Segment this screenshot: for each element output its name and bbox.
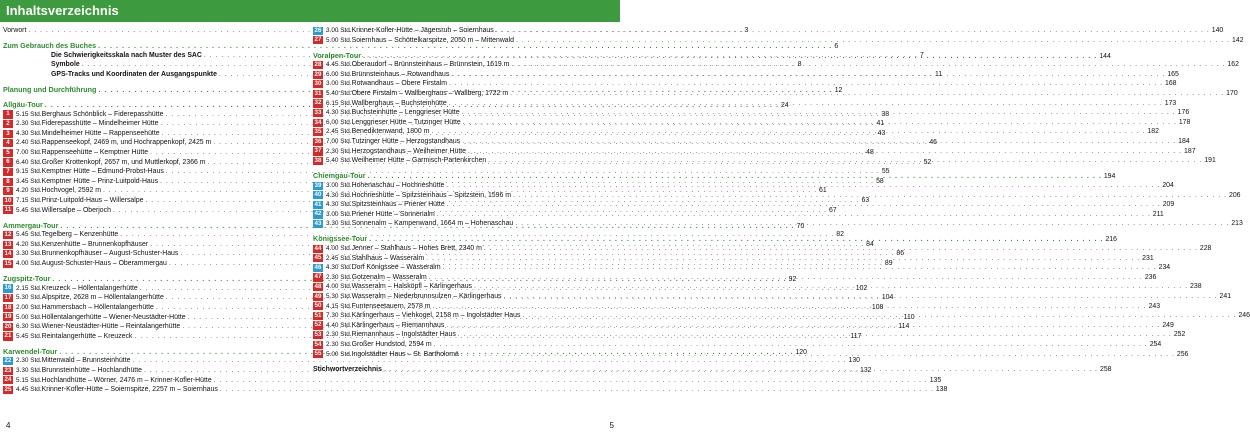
tour-duration: 4.20 Std.	[16, 240, 42, 248]
toc-entry-title: Kemptner Hütte – Edmund-Probst-Haus	[41, 168, 164, 176]
toc-page-number: 204	[1162, 181, 1174, 189]
toc-entry-title: Krinner-Kofler-Hütte – Jägersruh – Soiernhaus	[351, 27, 494, 34]
leader-dots	[384, 365, 1098, 375]
toc-entry-title: Zugspitz-Tour	[3, 274, 51, 284]
toc-entry-title: Kemptner Hütte – Prinz-Luitpold-Haus	[41, 177, 159, 185]
tour-number-badge: 14	[4, 250, 12, 258]
leader-dots	[369, 234, 1103, 244]
toc-page-number: 238	[1190, 283, 1202, 291]
toc-page-number: 3	[744, 27, 749, 34]
toc-page-number: 86	[896, 250, 905, 258]
toc-page-number: 132	[860, 367, 872, 374]
leader-dots	[510, 89, 1224, 99]
toc-page-number: 211	[1152, 210, 1164, 218]
tour-duration: 5.40 Std.	[326, 157, 352, 165]
toc-page-number: 209	[1162, 201, 1175, 209]
toc-page-number: 258	[1099, 365, 1112, 373]
toc-page-number: 117	[850, 332, 862, 340]
tour-number-badge: 47	[314, 273, 322, 281]
toc-entry-title: Karwendel-Tour	[3, 346, 58, 356]
toc-entry-title: Weilheimer Hütte – Garmisch-Partenkirchen	[351, 157, 487, 165]
tour-number-badge: 21	[4, 332, 12, 340]
toc-page-number: 55	[881, 168, 890, 176]
leader-dots	[516, 36, 1230, 46]
tour-duration: 5.00 Std.	[326, 350, 352, 358]
toc-page-number: 46	[929, 139, 938, 147]
leader-dots	[437, 210, 1151, 220]
tour-duration: 2.30 Std.	[326, 331, 352, 339]
tour-duration: 6.00 Std.	[326, 70, 352, 78]
tour-number-badge: 35	[314, 128, 322, 136]
toc-page-number: 178	[1178, 118, 1191, 126]
tour-number-badge: 32	[314, 99, 322, 107]
toc-entry-title: Tegelberg – Kenzenhütte	[41, 231, 119, 239]
toc-page-number: 82	[836, 231, 844, 239]
toc-page-number: 165	[1167, 70, 1179, 78]
tour-duration: 7.30 Std.	[326, 312, 352, 320]
toc-entry-title: Ammergau-Tour	[3, 220, 59, 230]
tour-number-badge: 27	[314, 36, 322, 44]
toc-entry-title: Kärlingerhaus – Viehkogel, 2158 m – Ingolstädter Haus	[351, 312, 521, 320]
toc-entry-title: Hochrieshütte – Spitzsteinhaus – Spitzstein, 1596 m	[351, 191, 511, 199]
leader-dots	[368, 171, 1102, 181]
toc-entry-title: Zum Gebrauch des Buches	[3, 41, 97, 51]
toc-entry-title: Herzogstandhaus – Weilheimer Hütte	[351, 147, 466, 155]
tour-number-badge: 28	[314, 60, 322, 68]
toc-entry-title: Priener Hütte – Sonnenalm	[351, 210, 435, 218]
tour-number-badge: 43	[314, 219, 322, 227]
tour-duration: 2.30 Std.	[16, 120, 42, 128]
toc-page-number: 213	[1231, 220, 1243, 228]
leader-dots	[363, 51, 1097, 61]
tour-number-badge: 37	[314, 147, 322, 155]
toc-entry-title: Prinz-Luitpold-Haus – Willersalpe	[41, 197, 144, 204]
toc-entry-title: Riemannhaus – Ingolstädter Haus	[351, 331, 456, 339]
toc-tour-entry[interactable]	[3, 385, 948, 395]
leader-dots	[449, 99, 1163, 109]
tour-number-badge: 25	[4, 385, 12, 393]
leader-dots	[488, 156, 1202, 166]
toc-page-number: 246	[1238, 312, 1250, 320]
leader-dots	[484, 244, 1198, 254]
tour-duration: 5.30 Std.	[16, 294, 42, 302]
toc-page-number: 234	[1158, 264, 1171, 272]
toc-page-number: 12	[834, 86, 843, 94]
toc-page-number: 249	[1162, 321, 1174, 329]
tour-number-badge: 41	[314, 200, 322, 208]
toc-page-number: 6	[834, 43, 839, 51]
tour-duration: 2.30 Std.	[326, 147, 352, 155]
tour-duration: 5.30 Std.	[326, 292, 352, 300]
leader-dots	[515, 219, 1229, 229]
toc-page-number: 140	[1211, 27, 1224, 34]
tour-duration: 6.30 Std.	[16, 323, 42, 331]
toc-entry-title: Rotwandhaus – Obere Firstalm	[351, 80, 447, 88]
toc-entry-title: Wallberghaus – Buchsteinhütte	[351, 99, 447, 107]
toc-entry-title: Die Schwierigkeitsskala nach Muster des SAC	[51, 51, 202, 59]
tour-duration: 3.30 Std.	[16, 250, 42, 258]
toc-page-number: 38	[881, 110, 890, 118]
toc-page-number: 41	[876, 120, 885, 128]
tour-number-badge: 55	[314, 350, 322, 358]
tour-number-badge: 20	[4, 322, 12, 330]
tour-number-badge: 6	[3, 158, 13, 166]
toc-entry-title: Wiener-Neustädter-Hütte – Reintalangerhütte	[41, 323, 181, 331]
page-header	[0, 0, 620, 22]
tour-number-badge: 15	[4, 259, 12, 267]
toc-entry-title: Höllentalangerhütte – Wiener-Neustädter-Hütte	[41, 313, 186, 321]
leader-dots	[446, 181, 1160, 191]
tour-duration: 5.45 Std.	[16, 332, 42, 340]
toc-entry-title: Dorf Königssee – Wasseralm	[351, 264, 441, 272]
tour-number-badge: 42	[314, 210, 322, 218]
toc-page-number: 228	[1199, 244, 1212, 252]
tour-duration: 4.45 Std.	[326, 61, 352, 69]
tour-number-badge: 52	[314, 321, 322, 329]
toc-page-number: 43	[877, 129, 886, 137]
toc-entry-title: Ingolstädter Haus – St. Bartholomä	[351, 350, 459, 358]
toc-page-number: 241	[1219, 292, 1232, 300]
toc-page-number: 58	[876, 177, 884, 185]
tour-duration: 3.00 Std.	[326, 181, 352, 189]
tour-number-badge: 10	[4, 196, 12, 204]
leader-dots	[431, 127, 1145, 137]
leader-dots	[462, 108, 1176, 118]
tour-duration: 6.40 Std.	[16, 158, 42, 166]
toc-page-number: 135	[929, 376, 942, 384]
tour-number-badge: 13	[4, 240, 12, 248]
toc-page-number: 102	[855, 284, 868, 292]
tour-duration: 4.30 Std.	[16, 129, 42, 137]
toc-entry-title: Brunnenkopfhäuser – August-Schuster-Haus	[41, 250, 179, 258]
toc-entry-title: August-Schuster-Haus – Oberammergau	[41, 260, 167, 268]
tour-number-badge: 11	[4, 206, 12, 214]
tour-duration: 3.00 Std.	[326, 210, 352, 218]
toc-entry-title: Hochvogel, 2592 m	[41, 187, 101, 195]
tour-duration: 2.45 Std.	[326, 128, 352, 136]
tour-number-badge: 24	[4, 376, 12, 384]
toc-tour-entry[interactable]	[313, 26, 1224, 36]
tour-duration: 4.40 Std.	[326, 321, 352, 329]
toc-page-number: 187	[1184, 147, 1196, 155]
tour-duration: 9.15 Std.	[16, 168, 42, 176]
tour-duration: 5.15 Std.	[16, 110, 42, 118]
leader-dots	[462, 137, 1176, 147]
tour-duration: 3.30 Std.	[326, 220, 352, 228]
toc-page-number: 89	[884, 260, 893, 268]
toc-entry-title: Chiemgau-Tour	[313, 171, 366, 181]
toc-page-number: 70	[796, 222, 805, 230]
leader-dots	[434, 340, 1148, 350]
toc-entry-title: Kärlingerhaus – Riemannhaus	[351, 321, 445, 329]
tour-duration: 5.15 Std.	[16, 376, 42, 384]
toc-tour-entry[interactable]	[313, 79, 1177, 89]
tour-number-badge: 34	[314, 118, 322, 126]
leader-dots	[446, 321, 1160, 331]
page-number-right: 5	[609, 421, 614, 430]
tour-duration: 4.30 Std.	[326, 109, 352, 117]
toc-page-number: 110	[903, 313, 915, 321]
toc-tour-entry[interactable]	[313, 340, 1162, 350]
tour-number-badge: 54	[314, 340, 322, 348]
toc-entry-title: Stahlhaus – Wasseralm	[351, 254, 425, 262]
toc-page-number: 236	[1144, 273, 1157, 281]
leader-dots	[429, 273, 1143, 283]
toc-page-number: 191	[1204, 157, 1216, 165]
toc-entry-title: Symbole	[51, 61, 80, 69]
toc-entry-title: Willersalpe – Oberjoch	[41, 206, 111, 214]
tour-duration: 2.15 Std.	[16, 284, 42, 292]
tour-number-badge: 5	[3, 149, 13, 157]
tour-duration: 2.30 Std.	[16, 357, 42, 365]
tour-number-badge: 30	[314, 80, 322, 88]
toc-entry-title: Funtenseetauern, 2578 m	[351, 302, 431, 310]
toc-entry-title: Benediktenwand, 1800 m	[351, 128, 430, 136]
tour-number-badge: 7	[3, 168, 13, 176]
toc-page-number: 173	[1164, 99, 1177, 107]
toc-entry-title: Alpspitze, 2628 m – Höllentalangerhütte	[41, 294, 164, 302]
toc-page-number: 176	[1177, 109, 1190, 117]
toc-page-number: 8	[797, 61, 802, 69]
toc-entry-title: Hochlandhütte – Wörner, 2476 m – Krinner-Kofler-Hütte	[41, 376, 212, 384]
tour-number-badge: 26	[314, 26, 322, 34]
toc-entry-title: Berghaus Schönblick – Fiderepasshütte	[41, 110, 164, 118]
leader-dots	[522, 311, 1236, 321]
toc-page-number: 162	[1227, 61, 1239, 69]
leader-dots	[503, 292, 1217, 302]
tour-duration: 3.45 Std.	[16, 177, 42, 185]
tour-duration: 4.45 Std.	[16, 386, 42, 394]
leader-dots	[214, 376, 928, 386]
toc-page-number: 61	[819, 187, 827, 195]
toc-page-number: 114	[898, 323, 910, 331]
tour-duration: 7.00 Std.	[16, 149, 42, 157]
toc-page-number: 252	[1173, 331, 1186, 339]
tour-duration: 4.00 Std.	[16, 260, 42, 268]
tour-number-badge: 46	[314, 263, 322, 271]
toc-page-number: 243	[1148, 302, 1161, 310]
tour-number-badge: 8	[3, 178, 13, 186]
tour-number-badge: 22	[4, 357, 12, 365]
tour-duration: 4.20 Std.	[16, 187, 42, 195]
tour-duration: 4.30 Std.	[326, 191, 352, 199]
tour-number-badge: 38	[314, 156, 322, 164]
toc-page-number: 142	[1232, 36, 1244, 44]
tour-number-badge: 51	[314, 311, 322, 319]
tour-number-badge: 49	[314, 292, 322, 300]
tour-duration: 3.00 Std.	[326, 80, 352, 88]
toc-entry-title: Jenner – Stahlhaus – Hohes Brett, 2340 m	[351, 244, 482, 252]
tour-duration: 4.00 Std.	[326, 283, 352, 291]
tour-number-badge: 29	[314, 70, 322, 78]
toc-entry-title: Mindelheimer Hütte – Rappenseehütte	[41, 129, 160, 137]
toc-page-number: 130	[848, 357, 861, 365]
leader-dots	[451, 70, 1165, 80]
leader-dots	[449, 79, 1163, 89]
toc-entry-title: Lenggrieser Hütte – Tutzinger Hütte	[351, 118, 461, 126]
tour-duration: 7.00 Std.	[326, 138, 352, 146]
toc-entry-title: Reintalangerhütte – Kreuzeck	[41, 332, 133, 340]
toc-entry-title: Stichwortverzeichnis	[313, 365, 382, 373]
toc-tour-entry[interactable]	[313, 60, 1239, 70]
tour-number-badge: 18	[4, 303, 12, 311]
toc-entry-title: Wasseralm – Halsköpfl – Kärlingerhaus	[351, 283, 472, 291]
toc-entry-title: Hammersbach – Höllentalangerhütte	[41, 303, 154, 311]
toc-entry-title: Oberaudorf – Brünnsteinhaus – Brünnstein, 1619 m	[351, 61, 510, 69]
toc-entry-title: Brunnsteinhütte – Hochlandhütte	[41, 367, 142, 374]
leader-dots	[220, 385, 934, 395]
tour-duration: 2.30 Std.	[326, 273, 352, 281]
toc-entry-title: Soiernhaus – Schöttelkarspitze, 2050 m – Mittenwald	[351, 36, 514, 44]
toc-page-number: 67	[828, 206, 837, 214]
leader-dots	[458, 330, 1172, 340]
toc-entry-title: Sonnenalm – Kampenwand, 1664 m – Hohenaschau	[351, 220, 514, 228]
toc-page-number: 11	[934, 70, 943, 78]
tour-number-badge: 33	[314, 108, 322, 116]
toc-entry-title: Großer Hundstod, 2594 m	[351, 340, 432, 348]
toc-page-number: 63	[861, 197, 870, 204]
tour-duration: 6.15 Std.	[326, 99, 352, 107]
tour-duration: 3.30 Std.	[16, 367, 42, 374]
leader-dots	[513, 191, 1227, 201]
tour-number-badge: 23	[4, 366, 12, 374]
toc-page-number: 52	[923, 158, 932, 166]
tour-number-badge: 16	[4, 284, 12, 292]
tour-number-badge: 50	[314, 302, 322, 310]
leader-dots	[511, 60, 1225, 70]
toc-page-number: 184	[1178, 138, 1190, 146]
toc-tour-entry[interactable]	[3, 376, 942, 386]
tour-number-badge: 3	[3, 130, 13, 138]
toc-entry-title: Mittenwald – Brunnsteinhütte	[41, 357, 131, 365]
tour-number-badge: 48	[314, 283, 322, 291]
toc-entry-title: Königssee-Tour	[313, 234, 368, 244]
leader-dots	[468, 147, 1182, 157]
toc-entry-title: Hohenaschau – Hochrieshütte	[351, 181, 445, 189]
toc-page-number: 108	[871, 303, 884, 311]
tour-number-badge: 36	[314, 137, 322, 145]
toc-page-number: 182	[1147, 128, 1159, 136]
tour-number-badge: 40	[314, 191, 322, 199]
tour-duration: 3.00 Std.	[326, 27, 352, 34]
tour-duration: 4.30 Std.	[326, 201, 352, 209]
toc-entry-title: Allgäu-Tour	[3, 100, 43, 110]
tour-number-badge: 53	[314, 331, 322, 339]
leader-dots	[496, 26, 1210, 36]
tour-number-badge: 17	[4, 294, 12, 302]
toc-page-number: 256	[1176, 350, 1189, 358]
toc-page-number: 120	[795, 348, 807, 356]
toc-section-heading[interactable]	[313, 50, 1111, 61]
leader-dots	[463, 118, 1177, 128]
leader-dots	[426, 254, 1140, 264]
page-number-left: 4	[6, 421, 11, 430]
tour-duration: 4.15 Std.	[326, 302, 352, 310]
toc-entry-title: Tutzinger Hütte – Herzogstandhaus	[351, 138, 461, 146]
tour-number-badge: 12	[4, 230, 12, 238]
toc-tour-entry[interactable]	[313, 36, 1244, 46]
toc-page-number: 206	[1228, 191, 1241, 199]
toc-tour-entry[interactable]	[3, 356, 861, 366]
tour-duration: 6.00 Std.	[326, 118, 352, 126]
toc-entry-title: Spitzsteinhaus – Priener Hütte	[351, 201, 445, 209]
tour-duration: 2.45 Std.	[326, 254, 352, 262]
toc-page-number: 170	[1226, 90, 1238, 98]
toc-page-number: 24	[781, 102, 789, 110]
toc-entry-title: Brünnsteinhaus – Rotwandhaus	[351, 70, 450, 78]
toc-entry-title: Großer Krottenkopf, 2657 m, und Muttlerkopf, 2366 m	[41, 158, 206, 166]
tour-duration: 2.30 Std.	[326, 340, 352, 348]
toc-page-number: 231	[1142, 254, 1154, 262]
toc-page-number: 216	[1105, 236, 1117, 244]
toc-page-number: 84	[866, 240, 874, 248]
leader-dots	[474, 282, 1188, 292]
tour-number-badge: 44	[314, 244, 322, 252]
tour-number-badge: 4	[3, 139, 13, 147]
toc-page-number: 138	[935, 386, 948, 394]
toc-entry-title: Obere Firstalm – Wallberghaus – Wallberg, 1722 m	[351, 90, 509, 98]
toc-page-number: 48	[866, 149, 874, 157]
toc-page-number: 168	[1165, 80, 1177, 88]
page-title: Inhaltsverzeichnis	[6, 3, 119, 18]
toc-entry-title: Krinner-Kofler-Hütte – Soiernspitze, 2257 m – Soiernhaus	[41, 386, 218, 394]
toc-section-heading[interactable]	[3, 41, 839, 51]
tour-number-badge: 9	[3, 187, 13, 195]
tour-duration: 5.45 Std.	[16, 206, 42, 214]
tour-duration: 2.00 Std.	[16, 303, 42, 311]
tour-duration: 2.40 Std.	[16, 139, 42, 147]
tour-number-badge: 2	[3, 120, 13, 128]
tour-number-badge: 45	[314, 254, 322, 262]
tour-number-badge: 19	[4, 313, 12, 321]
toc-entry-title: Planung und Durchführung	[3, 84, 97, 94]
toc-entry-title: GPS-Tracks und Koordinaten der Ausgangspunkte	[51, 70, 217, 78]
toc-page-number: 104	[881, 294, 894, 302]
leader-dots	[447, 200, 1161, 210]
tour-number-badge: 1	[3, 110, 13, 118]
toc-entry-title: Vorwort	[3, 27, 27, 34]
tour-duration: 5.00 Std.	[16, 313, 42, 321]
toc-entry-title: Gotzenalm – Wasseralm	[351, 273, 427, 281]
toc-entry-title: Kreuzeck – Höllentalangerhütte	[41, 284, 138, 292]
leader-dots	[461, 350, 1175, 360]
tour-duration: 5.00 Std.	[326, 36, 352, 44]
tour-duration: 5.40 Std.	[326, 90, 352, 98]
toc-entry-title: Fiderepasshütte – Mindelheimer Hütte	[41, 120, 159, 128]
leader-dots	[443, 263, 1157, 273]
tour-duration: 4.30 Std.	[326, 264, 352, 272]
tour-duration: 4.00 Std.	[326, 244, 352, 252]
toc-page-number: 254	[1149, 340, 1162, 348]
toc-entry-title: Buchsteinhütte – Lenggrieser Hütte	[351, 109, 460, 117]
toc-entry-title: Rappenseehütte – Kemptner Hütte	[41, 149, 149, 157]
tour-number-badge: 39	[314, 181, 322, 189]
toc-entry-title: Wasseralm – Niederbrunnsulzen – Kärlingerhaus	[351, 292, 502, 300]
tour-duration: 7.15 Std.	[16, 197, 42, 204]
leader-dots	[433, 302, 1147, 312]
toc-page-number: 194	[1103, 173, 1116, 181]
tour-duration: 5.45 Std.	[16, 231, 42, 239]
toc-page-number: 144	[1099, 52, 1111, 60]
toc-entry-title: Rappenseekopf, 2469 m, und Hochrappenkopf, 2425 m	[41, 139, 212, 147]
toc-entry-title: Voralpen-Tour	[313, 50, 362, 60]
tour-number-badge: 31	[314, 89, 322, 97]
toc-page-number: 7	[919, 51, 924, 59]
toc-page-number: 92	[788, 276, 797, 284]
toc-entry-title: Kenzenhütte – Brunnenkopfhäuser	[41, 240, 149, 248]
